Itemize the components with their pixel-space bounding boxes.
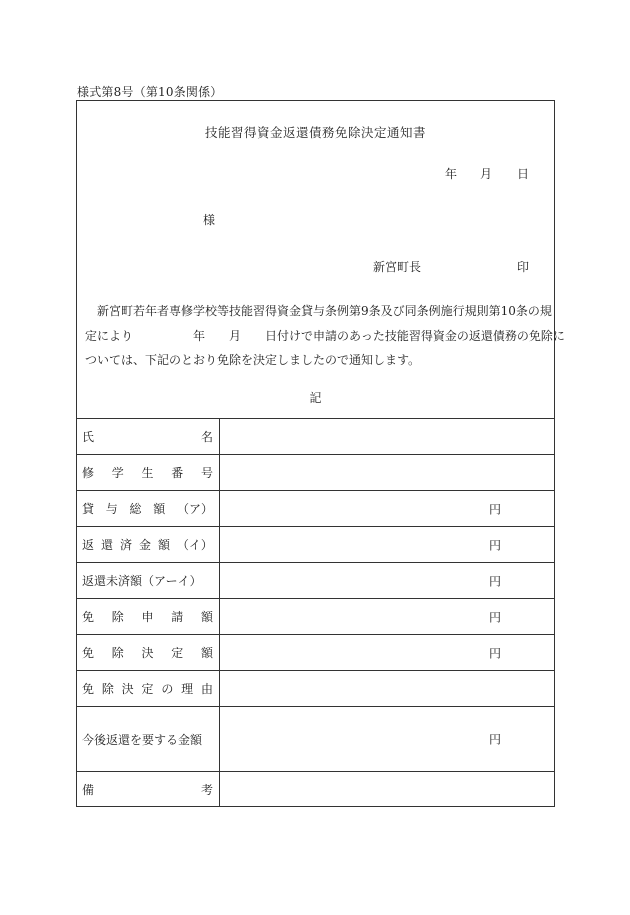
row-label-text bbox=[82, 428, 213, 445]
label-char: 除 bbox=[101, 682, 114, 696]
body-line: 定により 年 月 日付けで申請のあった技能習得資金の返還債務の免除に bbox=[85, 328, 565, 343]
row-label-text bbox=[82, 731, 213, 748]
yen-unit: 円 bbox=[488, 574, 501, 588]
table-row bbox=[76, 599, 555, 635]
row-label-text bbox=[82, 464, 213, 481]
row-label-text bbox=[82, 680, 213, 697]
table-row bbox=[76, 635, 555, 671]
row-label bbox=[76, 563, 220, 599]
row-value-field[interactable] bbox=[220, 671, 556, 707]
row-value-field[interactable] bbox=[220, 419, 556, 455]
label-char: （イ） bbox=[176, 538, 213, 552]
notice-body bbox=[85, 299, 565, 373]
row-label bbox=[76, 635, 220, 671]
row-label bbox=[76, 772, 220, 808]
label-char: 金 bbox=[138, 538, 151, 552]
yen-unit: 円 bbox=[488, 610, 501, 624]
yen-unit: 円 bbox=[488, 538, 501, 552]
row-value-field[interactable] bbox=[220, 527, 556, 563]
row-value-field[interactable] bbox=[220, 491, 556, 527]
date-month-label: 月 bbox=[480, 167, 493, 181]
label-char: 還 bbox=[100, 538, 113, 552]
table-row bbox=[76, 707, 555, 772]
row-label bbox=[76, 491, 220, 527]
label-char: 除 bbox=[111, 610, 124, 624]
body-line: 新宮町若年者専修学校等技能習得資金貸与条例第9条及び同条例施行規則第10条の規 bbox=[85, 304, 552, 318]
label-char: 定 bbox=[171, 646, 184, 660]
row-value-field[interactable] bbox=[220, 772, 556, 808]
yen-unit: 円 bbox=[488, 732, 501, 747]
label-char: 返還未済額（アーイ） bbox=[82, 574, 202, 588]
label-char: 貸 bbox=[82, 502, 95, 516]
label-char: 額 bbox=[200, 646, 213, 660]
label-char: 返 bbox=[82, 538, 95, 552]
table-row bbox=[76, 563, 555, 599]
label-char: 申 bbox=[141, 610, 154, 624]
notice-frame bbox=[76, 100, 565, 807]
label-char: 生 bbox=[141, 466, 154, 480]
label-char: 決 bbox=[121, 682, 134, 696]
document-title: 技能習得資金返還債務免除決定通知書 bbox=[204, 125, 426, 140]
label-char: 由 bbox=[200, 682, 213, 696]
table-row bbox=[76, 671, 555, 707]
form-number: 様式第8号（第10条関係） bbox=[77, 85, 223, 99]
label-char: の bbox=[161, 682, 174, 696]
row-label bbox=[76, 527, 220, 563]
ki-heading: 記 bbox=[309, 391, 322, 405]
row-value-field[interactable] bbox=[220, 455, 556, 491]
row-label bbox=[76, 707, 220, 772]
date-day-label: 日 bbox=[517, 167, 530, 181]
label-char: 番 bbox=[171, 466, 184, 480]
label-char: 修 bbox=[82, 466, 95, 480]
row-label bbox=[76, 419, 220, 455]
yen-unit: 円 bbox=[488, 646, 501, 660]
label-char: 氏 bbox=[82, 430, 95, 444]
recipient-suffix: 様 bbox=[203, 213, 216, 227]
body-line: ついては、下記のとおり免除を決定しましたので通知します。 bbox=[85, 353, 421, 367]
label-char: 免 bbox=[82, 610, 95, 624]
row-label-text bbox=[82, 781, 213, 798]
row-value-field[interactable] bbox=[220, 599, 556, 635]
label-char: 備 bbox=[82, 783, 95, 797]
table-row bbox=[76, 419, 555, 455]
label-char: 総 bbox=[129, 502, 142, 516]
label-char: 除 bbox=[111, 646, 124, 660]
table-row bbox=[76, 455, 555, 491]
row-value-field[interactable] bbox=[220, 563, 556, 599]
table-row bbox=[76, 491, 555, 527]
label-char: 済 bbox=[119, 538, 132, 552]
row-label bbox=[76, 671, 220, 707]
label-char: 号 bbox=[200, 466, 213, 480]
row-label-text bbox=[82, 572, 213, 589]
label-char: 免 bbox=[82, 682, 95, 696]
row-label-text bbox=[82, 644, 213, 661]
label-char: 名 bbox=[200, 430, 213, 444]
row-label-text bbox=[82, 608, 213, 625]
row-label bbox=[76, 455, 220, 491]
row-label-text bbox=[82, 536, 213, 553]
row-label-text bbox=[82, 500, 213, 517]
issuer-name: 新宮町長 bbox=[373, 260, 422, 274]
label-char: 今後返還を要する金額 bbox=[82, 732, 203, 747]
date-year-label: 年 bbox=[445, 167, 458, 181]
label-char: 請 bbox=[171, 610, 184, 624]
label-char: 決 bbox=[141, 646, 154, 660]
row-value-field[interactable] bbox=[220, 707, 556, 772]
label-char: 免 bbox=[82, 646, 95, 660]
detail-table bbox=[76, 418, 555, 807]
row-label bbox=[76, 599, 220, 635]
label-char: 考 bbox=[200, 783, 213, 797]
label-char: 定 bbox=[141, 682, 154, 696]
yen-unit: 円 bbox=[488, 502, 501, 516]
table-row bbox=[76, 772, 555, 808]
seal-mark: 印 bbox=[517, 260, 530, 274]
table-row bbox=[76, 527, 555, 563]
label-char: 学 bbox=[111, 466, 124, 480]
label-char: 理 bbox=[181, 682, 194, 696]
label-char: 与 bbox=[105, 502, 118, 516]
label-char: 額 bbox=[200, 610, 213, 624]
label-char: 額 bbox=[153, 502, 166, 516]
row-value-field[interactable] bbox=[220, 635, 556, 671]
label-char: 額 bbox=[157, 538, 170, 552]
label-char: （ア） bbox=[176, 502, 213, 516]
